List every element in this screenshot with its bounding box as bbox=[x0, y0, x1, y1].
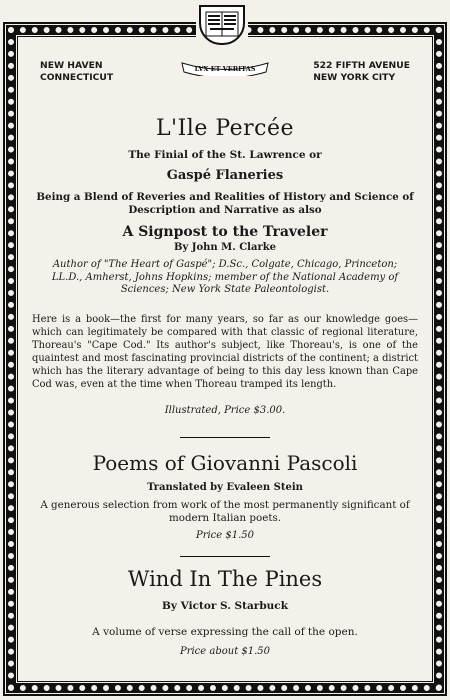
book1-description: Being a Blend of Reveries and Realities of History and Science of Description and Narrative as also bbox=[36, 191, 414, 216]
book3-author: By Victor S. Starbuck bbox=[162, 600, 288, 612]
seal-ribbon bbox=[180, 60, 270, 76]
section-divider bbox=[180, 437, 270, 438]
book1-price: Illustrated, Price $3.00. bbox=[164, 405, 286, 416]
book3-price: Price about $1.50 bbox=[179, 646, 271, 657]
book2-translator: Translated by Evaleen Stein bbox=[147, 482, 303, 493]
book2-description: A generous selection from work of the most permanently significant of modern Italian poets. bbox=[40, 499, 410, 524]
yale-seal bbox=[196, 5, 248, 61]
address-right bbox=[313, 60, 410, 84]
book1-body: Here is a book—the first for many years, so far as our knowledge goes—which can legitimately be compared with that classic of regional literature, Thoreau's "Cape Cod." Its author's subject, like Thoreau's, is one of the quaintest and most fascinating provincial districts of the continent; a district which has the literary advantage of being to this day less known than Cape Cod was, even at the time when Thoreau tramped its length. bbox=[32, 314, 418, 390]
address-line: NEW HAVEN bbox=[40, 60, 103, 71]
book1-second-title: A Signpost to the Traveler bbox=[122, 224, 328, 240]
address-line: CONNECTICUT bbox=[40, 72, 114, 83]
book1-title: L'Ile Percée bbox=[155, 116, 295, 141]
book1-subtitle: The Finial of the St. Lawrence or bbox=[128, 149, 322, 161]
book2-price: Price $1.50 bbox=[195, 530, 255, 541]
seal-motto: LVX ET VERITAS bbox=[194, 65, 256, 73]
book1-author-credentials: Author of "The Heart of Gaspé"; D.Sc., Colgate, Chicago, Princeton; LL.D., Amherst, Johns Hopkins; member of the National Academy of Sciences; New York State Paleontologist. bbox=[51, 259, 399, 295]
address-line: NEW YORK CITY bbox=[313, 72, 396, 83]
book3-title: Wind In The Pines bbox=[127, 567, 323, 591]
book3-description: A volume of verse expressing the call of the open. bbox=[92, 626, 358, 638]
section-divider bbox=[180, 556, 270, 557]
shield-icon bbox=[199, 5, 245, 45]
address-left bbox=[40, 60, 113, 84]
book1-author: By John M. Clarke bbox=[174, 242, 276, 253]
book2-title: Poems of Giovanni Pascoli bbox=[92, 451, 358, 475]
book1-subtitle2: Gaspé Flaneries bbox=[166, 168, 284, 183]
address-line: 522 FIFTH AVENUE bbox=[313, 60, 410, 71]
